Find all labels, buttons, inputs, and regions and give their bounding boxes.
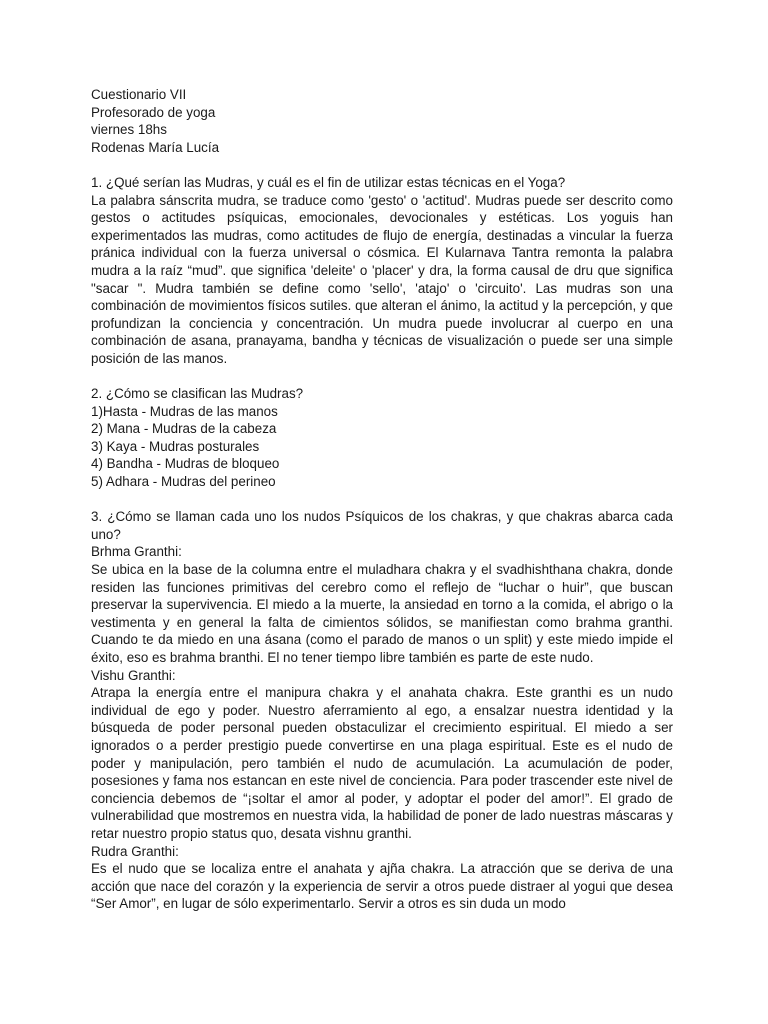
spacer [91,156,673,174]
mudra-class-item: 1)Hasta - Mudras de las manos [91,403,278,419]
rudra-granthi-text: Es el nudo que se localiza entre el anahata y ajña chakra. La atracción que se deriva de una acción que nace del corazón y la experiencia de servir a otros puede distraer al yogui que desea “Ser Amor”, en lugar de sólo experimentarlo. Servir a otros es sin duda un modo [91,861,673,912]
question-2-text: 2. ¿Cómo se clasifican las Mudras? [91,386,304,402]
mudra-class-item: 2) Mana - Mudras de la cabeza [91,421,277,437]
question-1-section [91,174,673,368]
question-3-text: 3. ¿Cómo se llaman cada uno los nudos Psíquicos de los chakras, y que chakras abarca cada uno? [91,509,673,542]
answer-1-text: La palabra sánscrita mudra, se traduce como 'gesto' o 'actitud'. Mudras puede ser descrito como gestos o actitudes psíquicas, emocionales, devocionales y estéticas. Los yoguis han experimentados las mudras, como actitudes de flujo de energía, destinadas a vincular la fuerza pránica individual con la fuerza universal o cósmica. El Kularnava Tantra remonta la palabra mudra a la raíz “mud”. que significa 'deleite' o 'placer' y dra, la forma causal de dru que significa "sacar ". Mudra también se define como 'sello', 'atajo' o 'circuito'. Las mudras son una combinación de movimientos físicos sutiles. que alteran el ánimo, la actitud y la percepción, y que profundizan la conciencia y concentración. Un mudra puede involucrar al cuerpo en una combinación de asana, pranayama, bandha y técnicas de visualización o puede ser una simple posición de las manos. [91,192,673,366]
vishnu-granthi-heading: Vishu Granthi: [91,667,176,683]
vishnu-granthi-text: Atrapa la energía entre el manipura chakra y el anahata chakra. Este granthi es un nudo individual de ego y poder. Nuestro aferramiento al ego, a ensalzar nuestra identidad y la búsqueda de poder personal pueden obstaculizar el crecimiento espiritual. El miedo a ser ignorados o a perder prestigio puede convertirse en una plaga espiritual. Este es el nudo de poder y manipulación, pero también el nudo de acumulación. La acumulación de poder, posesiones y fama nos estancan en este nivel de conciencia. Para poder trascender este nivel de conciencia debemos de “¡soltar el amor al poder, y adoptar el poder del amor!”. El grado de vulnerabilidad que mostremos en nuestra vida, la habilidad de poner de lado nuestras máscaras y retar nuestro propio status quo, desata vishnu granthi. [91,685,673,841]
mudra-class-item: 4) Bandha - Mudras de bloqueo [91,456,280,472]
spacer [91,491,673,509]
class-schedule: viernes 18hs [91,122,167,138]
mudra-class-item: 3) Kaya - Mudras posturales [91,438,260,454]
question-1-text: 1. ¿Qué serían las Mudras, y cuál es el fin de utilizar estas técnicas en el Yoga? [91,174,566,190]
rudra-granthi-heading: Rudra Granthi: [91,843,179,859]
spacer [91,368,673,386]
mudra-class-item: 5) Adhara - Mudras del perineo [91,474,276,490]
document-page [91,86,673,913]
brahma-granthi-text: Se ubica en la base de la columna entre el muladhara chakra y el svadhishthana chakra, donde residen las funciones primitivas del cerebro como el reflejo de “luchar o huir”, que buscan preservar la supervivencia. El miedo a la muerte, la ansiedad en torno a la comida, el abrigo o la vestimenta y en general la falta de cimientos sólidos, se manifiestan como brahma granthi. Cuando te da miedo en una ásana (como el parado de manos o un split) y este miedo impide el éxito, eso es brahma branthi. El no tener tiempo libre también es parte de este nudo. [91,562,673,665]
author-name: Rodenas María Lucía [91,139,220,155]
document-title: Cuestionario VII [91,87,187,102]
question-3-section [91,508,673,913]
brahma-granthi-heading: Brhma Granthi: [91,544,182,560]
course-name: Profesorado de yoga [91,104,216,120]
document-header [91,86,673,156]
question-2-section [91,385,673,491]
